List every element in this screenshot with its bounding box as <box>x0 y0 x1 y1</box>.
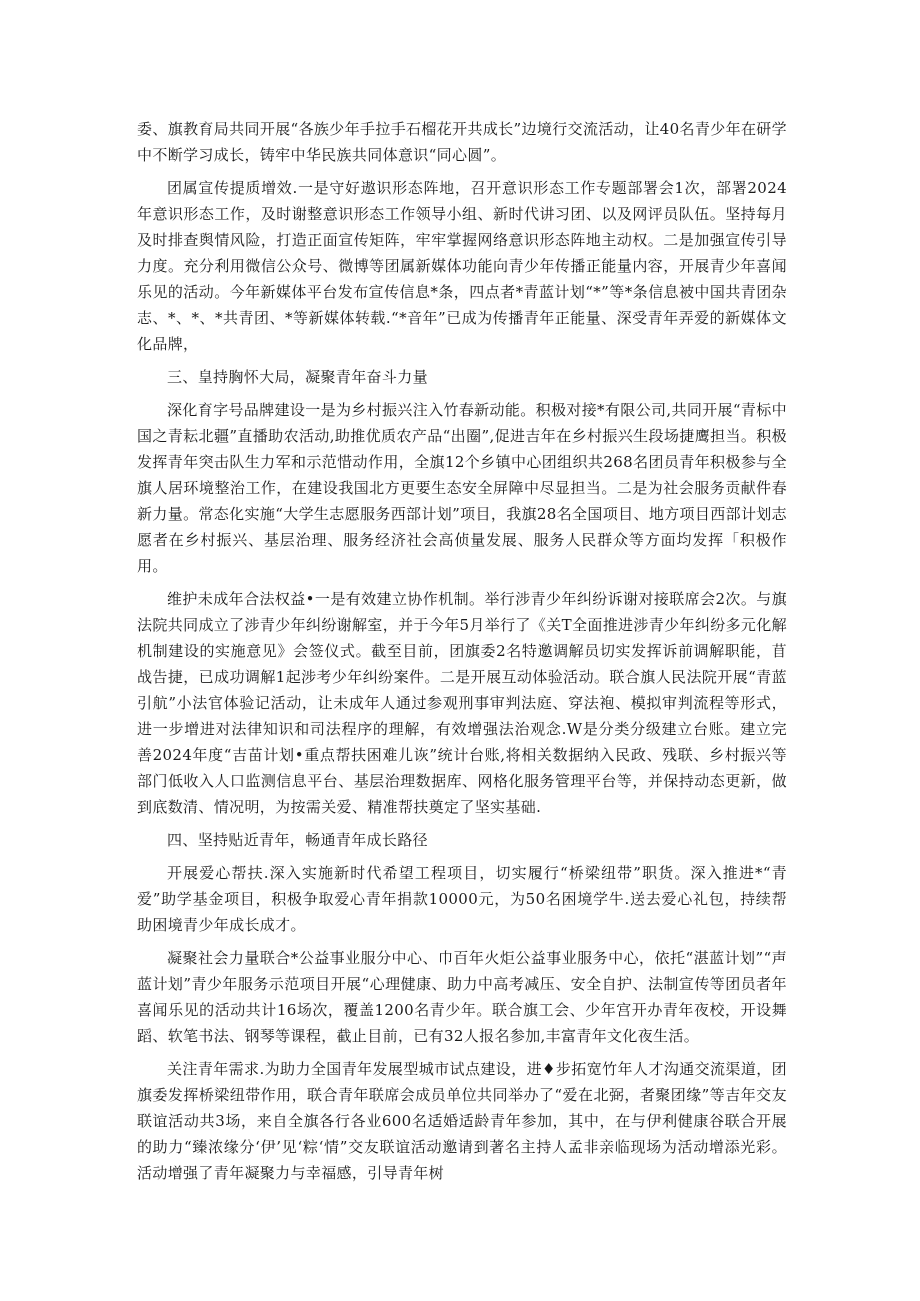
paragraph-publicity: 团属宣传提质增效.一是守好遨识形态阵地，召开意识形态工作专题部署会1次，部署2024年意识形态工作，及时谢整意识形态工作领导小组、新时代讲习团、以及网评员队伍。坚持每月及时排查舆情风险，打造正面宣传矩阵，牢牢掌握网络意识形态阵地主动权。二是加强宣传引导力度。充分利用微信公众号、微博等团属新媒体功能向青少年传播正能量内容，开展青少年喜闻乐见的活动。今年新媒体平台发布宣传信息*条，四点者*青蓝计划“*”等*条信息被中国共青团杂志、*、*、*共青团、*等新媒体转载.“*音年”已成为传播青年正能量、深受青年弄爱的新媒体文化品牌， <box>137 179 787 353</box>
paragraph-social-forces: 凝聚社会力量联合*公益事业服分中心、巾百年火炬公益事业服务中心，依托“湛蓝计划”“声蓝计划”青少年服务示范项目开展“心理健康、助力中高考减压、安全自护、法制宣传等团员者年喜闻乐见的活动共计16场次，覆盖1200名青少年。联合旗工会、少年宫开办青年夜校，开设舞蹈、软笔书法、钢琴等课程，截止目前，已有32人报名参加,丰富青年文化夜生活。 <box>137 949 787 1045</box>
paragraph-continuation: 委、旗教育局共同开展“各族少年手拉手石榴花开共成长”边境行交流活动，让40名青少年在研学中不断学习成长，铸牢中华民族共同体意识“同心圆”。 <box>137 120 787 164</box>
section-heading-4: 四、坚持贴近青年，畅通青年成长路径 <box>167 831 428 849</box>
paragraph-minor-rights: 维护未成年合法权益•一是有效建立协作机制。举行涉青少年纠纷诉谢对接联席会2次。与旗法院共同成立了涉青少年纠纷谢解室，并于今年5月举行了《关T全面推进涉青少年纠纷多元化解机制建设的实施意见》会签仪式。截至目前，团旗委2名特邀调解员切实发挥诉前调解职能，苜战告捷，已成功调解1起涉考少年纠纷案件。二是开展互动体验活动。联合旗人民法院开展“青蓝引航”小法官体验记活动，让未成年人通过参观刑事审判法庭、穿法袍、模拟审判流程等形式，进一步增进对法律知识和司法程序的理解，有效增强法治观念.W是分类分级建立台账。建立完善2024年度“吉苗计划•重点帮扶困难儿诙”统计台账,将相关数据纳入民政、残联、乡村振兴等部门低收入人口监测信息平台、基层治理数据库、网格化服务管理平台等，并保持动态更新，做到底数清、情况明，为按需关爱、精准帮扶奠定了坚实基础. <box>137 590 787 816</box>
section-heading-3: 三、皇持胸怀大局，凝聚青年奋斗力量 <box>167 368 428 386</box>
document-page <box>137 116 787 1193</box>
paragraph-youth-needs: 关注青年需求.为助力全国青年发展型城市试点建设，进♦步拓宽竹年人才沟通交流渠道，团旗委发挥桥梁纽带作用，联合青年联席会成员单位共同举办了“爱在北弼，者聚团缘”等吉年交友联谊活动共3场，来自全旗各行各业600名适婚适龄青年参加，其中，在与伊利健康谷联合开展的助力“臻浓缘分‘伊’见‘粽‘情”交友联谊活动邀请到著名主持人孟非亲临现场为活动增添光彩。活动增强了青年凝聚力与幸福感，引导青年树 <box>137 1060 787 1182</box>
paragraph-brand-building: 深化育字号品牌建设一是为乡村振兴注入竹春新动能。积极对接*有限公司,共同开展“青标中国之青耘北疆”直播助农活动,助推优质农产品“出圈”,促进吉年在乡村振兴生段场捷鹰担当。积极发挥青年突击队生力军和示范惜动作用，全旗12个乡镇中心团组织共268名团员青年积极参与全旗人居环境整治工作，在建设我国北方更要生态安全屏障中尽显担当。二是为社会服务贡献件春新力量。常态化实施“大学生志愿服务西部计划”项目，我旗28名全国项目、地方项目西部计划志愿者在乡村振兴、基层治理、服务经济社会高侦量发展、服务人民群众等方面均发挥「积极作用。 <box>137 401 787 575</box>
paragraph-charity-support: 开展爱心帮扶.深入实施新时代希望工程项目，切实履行“桥梁纽带”职货。深入推进*“青爱”助学基金项目，积极争取爱心青年捐款10000元，为50名困境学牛.送去爱心礼包，持续帮助困境青少年成长成才。 <box>137 864 787 934</box>
